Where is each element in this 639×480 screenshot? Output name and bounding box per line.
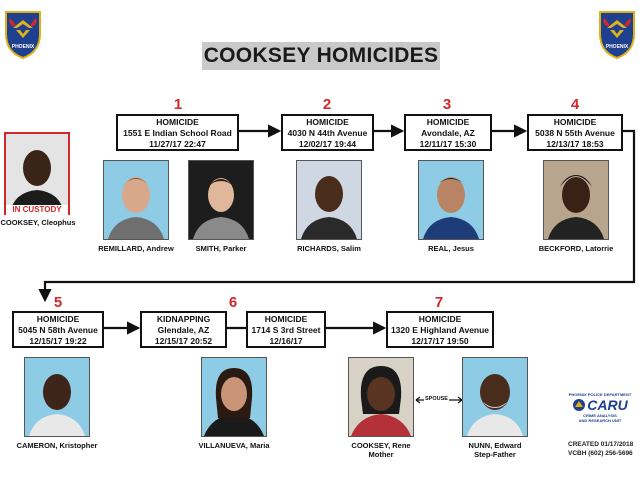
victim-name: RICHARDS, Salim <box>297 244 361 253</box>
badge-left-text: PHOENIX <box>11 44 35 50</box>
event-datetime: 12/15/17 20:52 <box>154 336 213 346</box>
event-type: HOMICIDE <box>553 117 597 127</box>
victim-photo <box>201 357 267 437</box>
caru-logo <box>566 392 634 432</box>
page-title: COOKSEY HOMICIDES <box>202 42 440 70</box>
victim-photo <box>188 160 254 240</box>
event-number-6: 6 <box>228 294 238 311</box>
event-box-6-kidnapping <box>140 311 227 348</box>
victim-photo <box>348 357 414 437</box>
event-type: HOMICIDE <box>36 314 80 324</box>
event-number-4: 4 <box>570 96 580 113</box>
victim-name: COOKSEY, Rene <box>351 441 411 450</box>
event-number-1: 1 <box>173 96 183 113</box>
victim-name: SMITH, Parker <box>195 244 247 253</box>
created-date: CREATED 01/17/2018 <box>568 441 634 448</box>
event-number-3: 3 <box>442 96 452 113</box>
event-box-2 <box>281 114 374 151</box>
victim-name: REAL, Jesus <box>428 244 474 253</box>
unit-name-1: CRIME ANALYSIS <box>583 413 617 418</box>
event-box-3 <box>404 114 492 151</box>
event-type: HOMICIDE <box>306 117 349 127</box>
event-number-2: 2 <box>322 96 332 113</box>
event-number-5: 5 <box>53 294 63 311</box>
event-datetime: 12/11/17 15:30 <box>419 139 477 149</box>
victim-photo <box>462 357 528 437</box>
event-datetime: 11/27/17 22:47 <box>149 139 206 149</box>
in-custody-label: IN CUSTODY <box>6 205 68 215</box>
event-datetime: 12/02/17 19:44 <box>298 139 357 149</box>
event-location: Glendale, AZ <box>157 325 210 335</box>
victim-relation: Step-Father <box>474 450 516 459</box>
victim-photo <box>103 160 169 240</box>
dept-name: PHOENIX POLICE DEPARTMENT <box>568 392 632 397</box>
event-location: Avondale, AZ <box>421 128 475 138</box>
event-type: HOMICIDE <box>156 117 199 127</box>
suspect-name: COOKSEY, Cleophus <box>0 218 76 227</box>
victim-name: BECKFORD, Latorrie <box>538 244 614 253</box>
suspect-photo <box>4 132 70 215</box>
event-type: HOMICIDE <box>426 117 470 127</box>
event-datetime: 12/17/17 19:50 <box>411 336 469 346</box>
event-location: 5045 N 58th Avenue <box>18 325 98 335</box>
badge-right-text: PHOENIX <box>605 44 629 50</box>
victim-photo <box>543 160 609 240</box>
event-type: HOMICIDE <box>264 314 308 324</box>
event-location: 1320 E Highland Avenue <box>390 325 490 335</box>
event-datetime: 12/16/17 <box>269 336 303 346</box>
event-box-4 <box>527 114 623 151</box>
event-datetime: 12/13/17 18:53 <box>546 139 604 149</box>
event-box-6-homicide <box>246 311 326 348</box>
spouse-text: SPOUSE <box>425 396 448 402</box>
event-type: KIDNAPPING <box>156 314 211 324</box>
victim-name: NUNN, Edward <box>468 441 522 450</box>
victim-photo <box>296 160 362 240</box>
event-location: 1551 E Indian School Road <box>123 128 232 138</box>
event-box-1 <box>116 114 239 151</box>
event-location: 5038 N 55th Avenue <box>535 128 615 138</box>
event-number-7: 7 <box>434 294 444 311</box>
victim-name: VILLANUEVA, Maria <box>198 441 270 450</box>
contact-info: VCBH (602) 256-5696 <box>568 450 633 457</box>
victim-name: REMILLARD, Andrew <box>98 244 174 253</box>
event-box-7 <box>386 311 494 348</box>
event-box-5 <box>12 311 104 348</box>
event-datetime: 12/15/17 19:22 <box>29 336 87 346</box>
caru-emblem-icon <box>572 398 586 412</box>
event-location: 1714 S 3rd Street <box>251 325 321 335</box>
unit-name-2: AND RESEARCH UNIT <box>578 418 622 423</box>
caru-abbr: CARU <box>587 397 628 413</box>
victim-name: CAMERON, Kristopher <box>16 441 98 450</box>
event-location: 4030 N 44th Avenue <box>287 128 368 138</box>
event-type: HOMICIDE <box>418 314 462 324</box>
victim-photo <box>418 160 484 240</box>
victim-photo <box>24 357 90 437</box>
victim-relation: Mother <box>368 450 394 459</box>
spouse-label <box>424 396 449 402</box>
